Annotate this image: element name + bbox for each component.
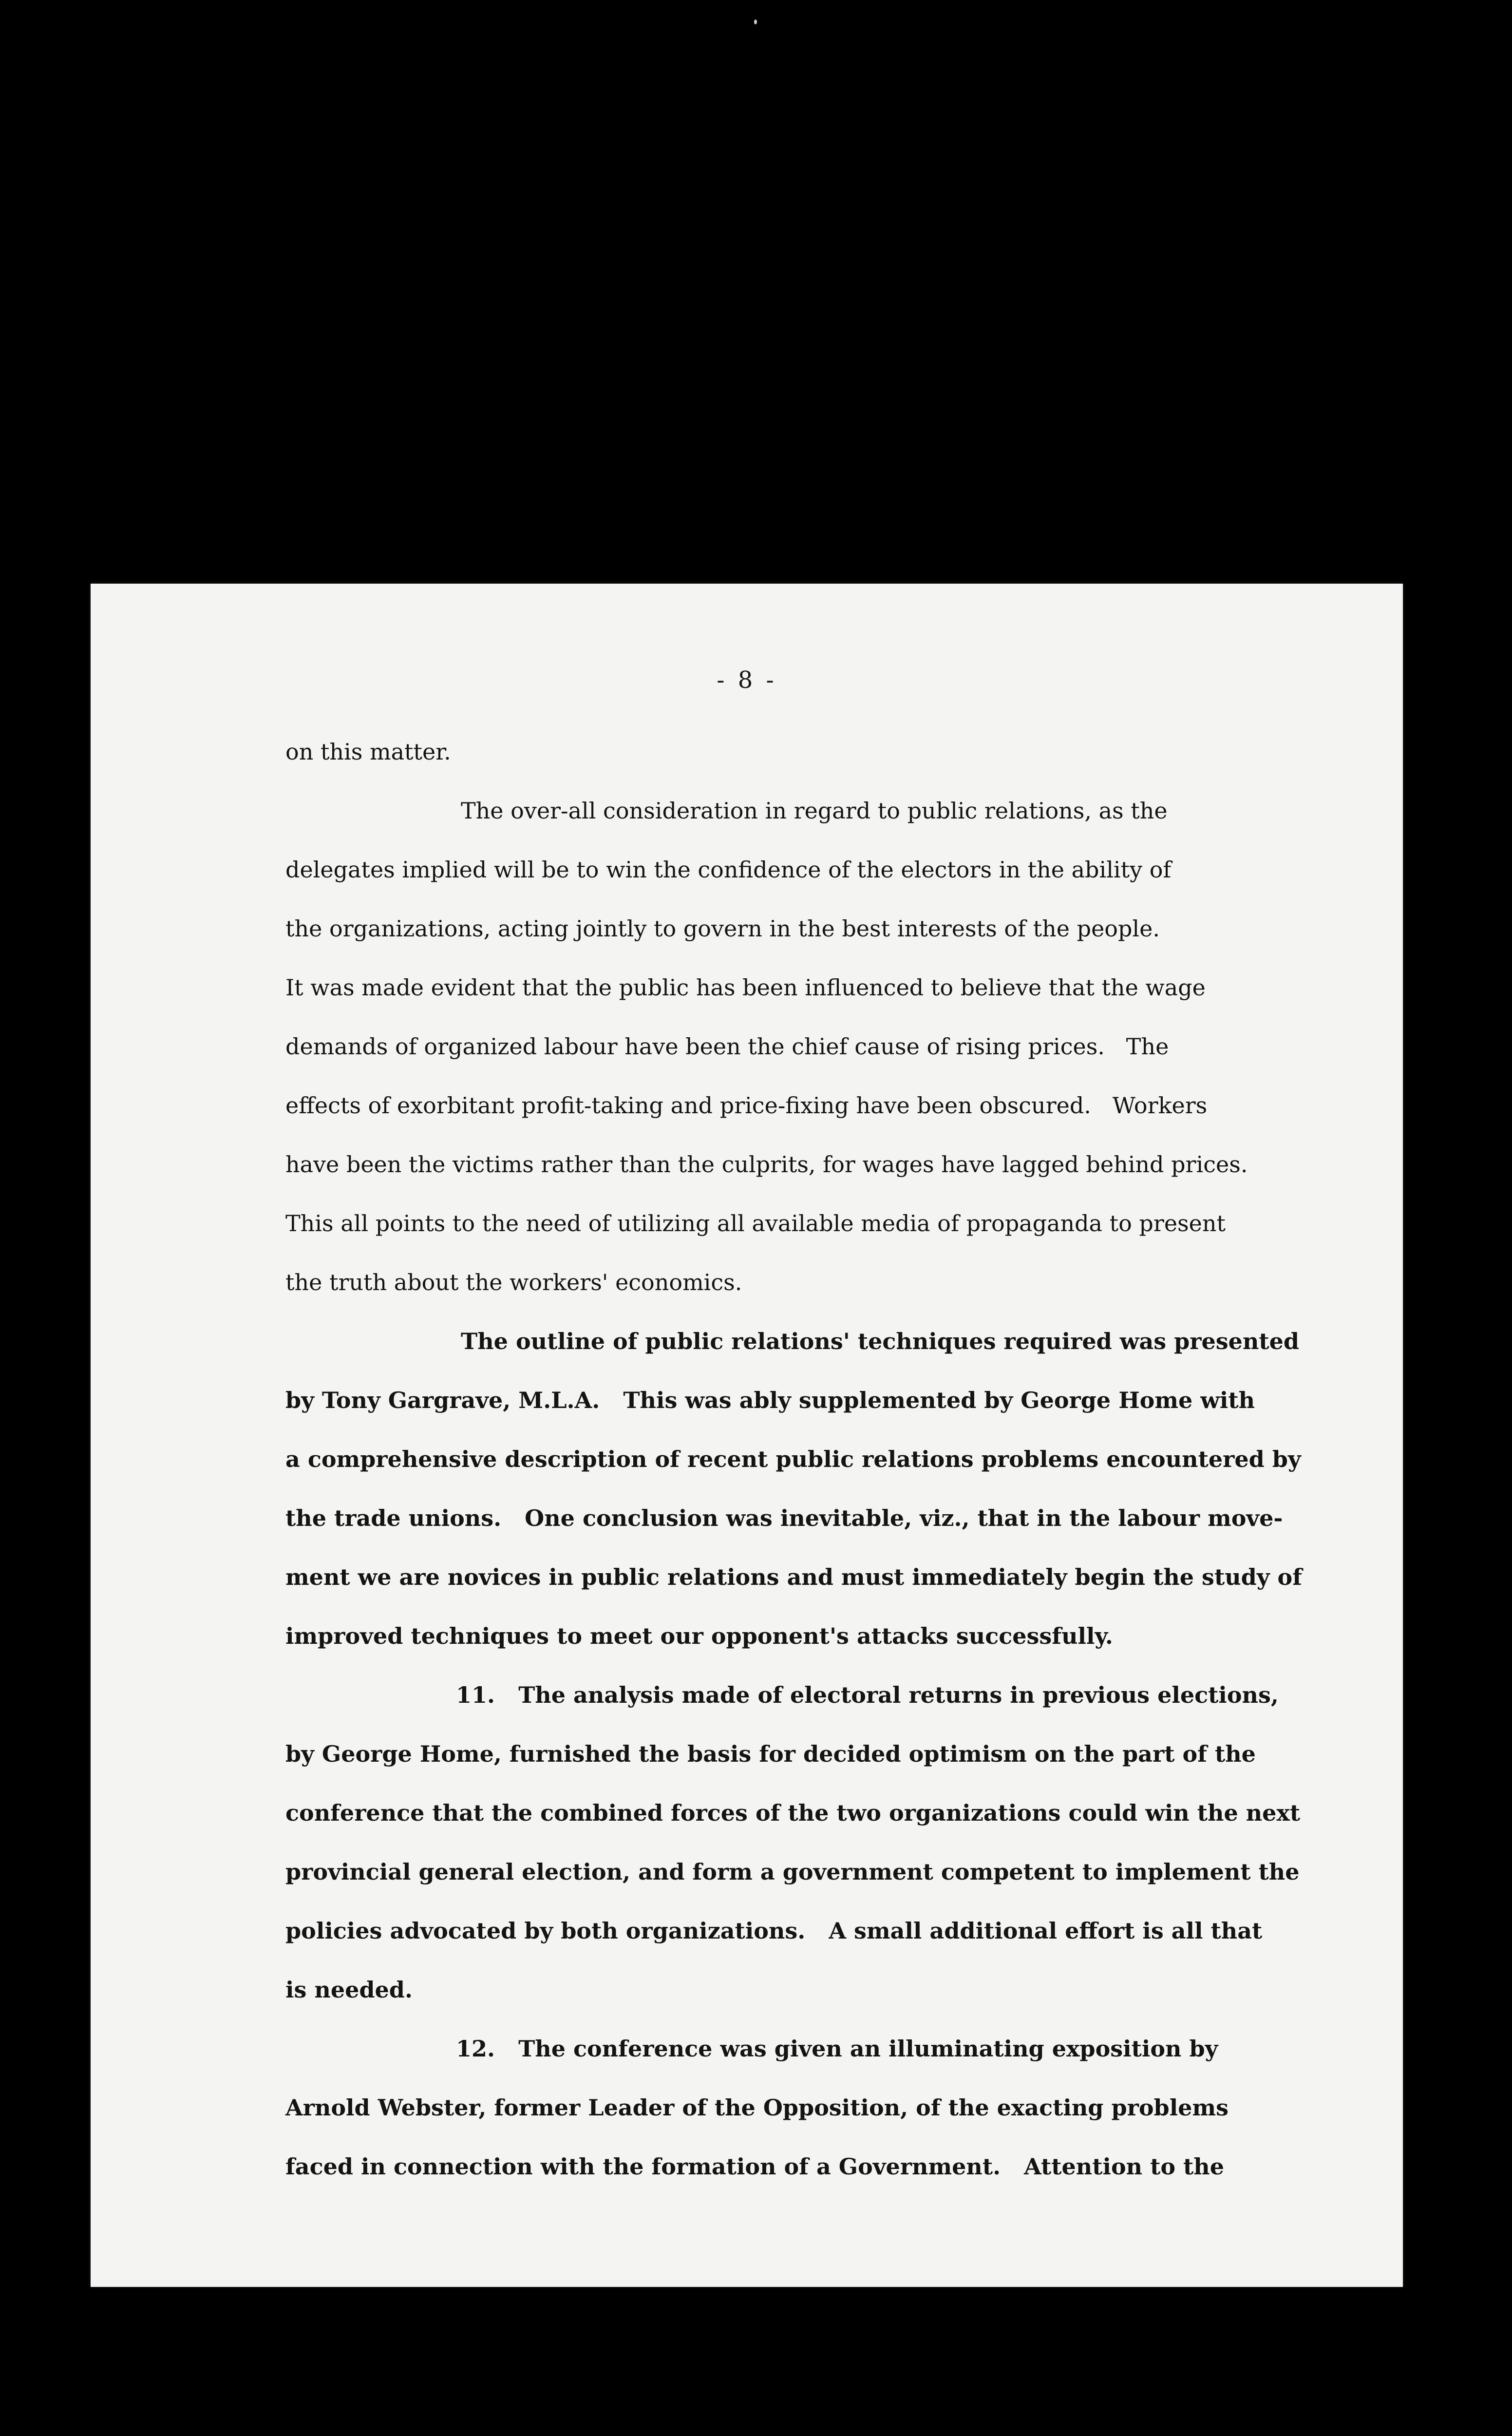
text-line: is needed.: [285, 1977, 413, 2003]
text-line: the organizations, acting jointly to govern in the best interests of the people.: [285, 915, 1160, 942]
text-line: the trade unions. One conclusion was inevitable, viz., that in the labour move-: [285, 1505, 1283, 1531]
text-line: effects of exorbitant profit-taking and price-fixing have been obscured. Workers: [285, 1092, 1208, 1119]
text-line: a comprehensive description of recent public relations problems encountered by: [285, 1446, 1301, 1472]
text-line: It was made evident that the public has been influenced to believe that the wage: [285, 974, 1206, 1001]
text-line: 12. The conference was given an illuminating exposition by: [456, 2036, 1218, 2062]
text-line: conference that the combined forces of the two organizations could win the next: [285, 1800, 1301, 1826]
text-line: ment we are novices in public relations and must immediately begin the study of: [285, 1564, 1303, 1590]
text-line: on this matter.: [285, 739, 451, 765]
text-line: The over-all consideration in regard to public relations, as the: [461, 798, 1168, 824]
text-line: delegates implied will be to win the confidence of the electors in the ability of: [285, 856, 1172, 883]
text-line: improved techniques to meet our opponent's attacks successfully.: [285, 1623, 1113, 1649]
text-line: The outline of public relations' techniques required was presented: [461, 1328, 1300, 1354]
text-line: have been the victims rather than the culprits, for wages have lagged behind prices.: [285, 1151, 1248, 1178]
text-line: Arnold Webster, former Leader of the Opposition, of the exacting problems: [285, 2094, 1229, 2121]
page-number: - 8 -: [717, 666, 777, 694]
text-line: faced in connection with the formation of a Government. Attention to the: [285, 2153, 1224, 2180]
text-line: the truth about the workers' economics.: [285, 1269, 742, 1295]
text-line: demands of organized labour have been the chief cause of rising prices. The: [285, 1033, 1169, 1060]
text-line: 11. The analysis made of electoral returns in previous elections,: [456, 1682, 1279, 1708]
text-line: by George Home, furnished the basis for decided optimism on the part of the: [285, 1741, 1256, 1767]
document-page: [91, 584, 1403, 2287]
film-speck: [754, 19, 757, 24]
document-body: [285, 723, 1377, 2196]
text-line: This all points to the need of utilizing all available media of propaganda to present: [285, 1210, 1226, 1237]
text-line: provincial general election, and form a government competent to implement the: [285, 1859, 1300, 1885]
text-line: policies advocated by both organizations. A small additional effort is all that: [285, 1918, 1263, 1944]
text-line: by Tony Gargrave, M.L.A. This was ably supplemented by George Home with: [285, 1387, 1255, 1413]
